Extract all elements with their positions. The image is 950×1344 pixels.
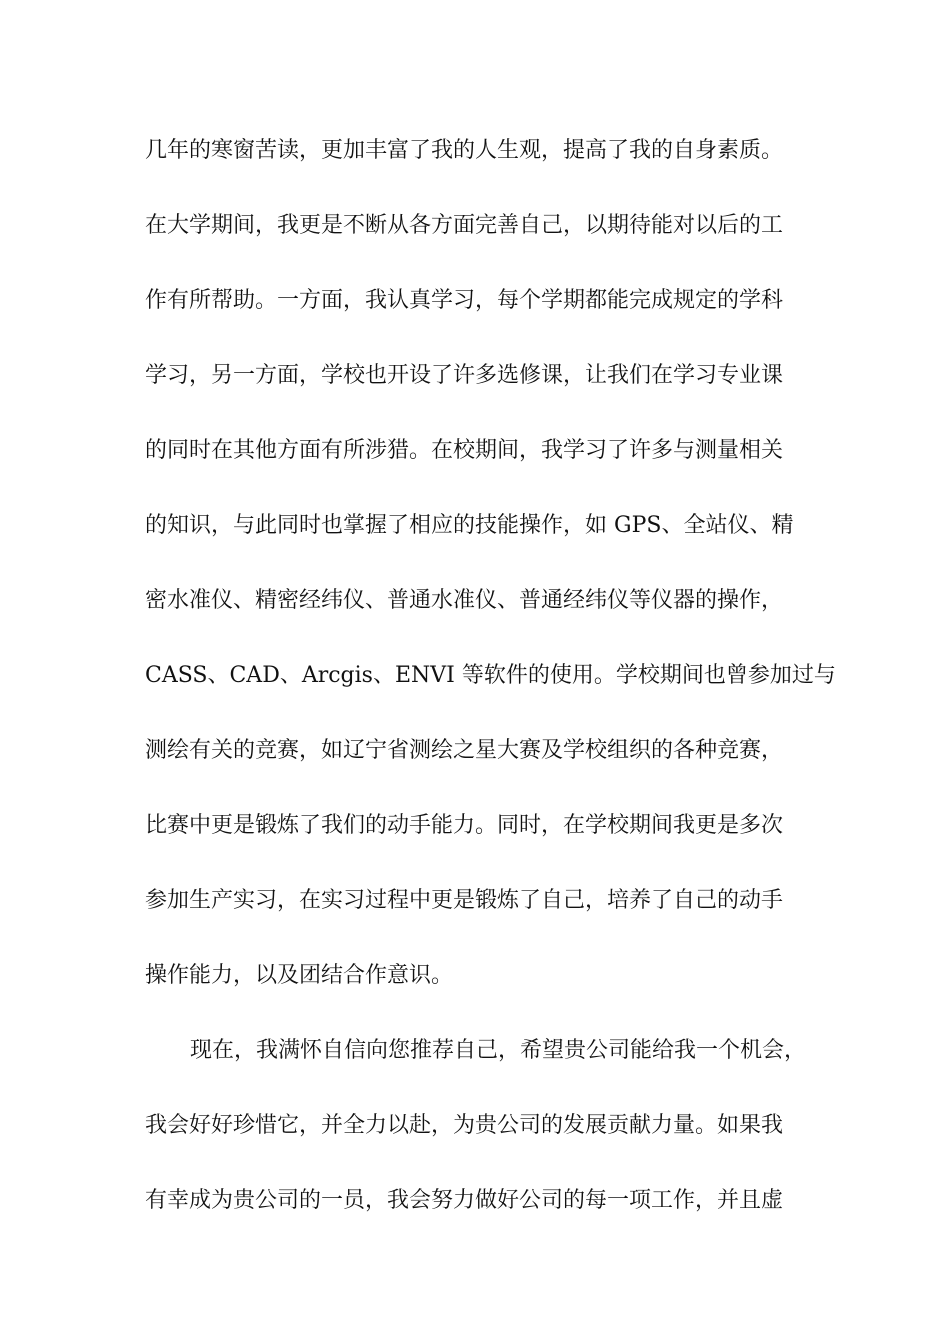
text-line-11: 参加生产实习，在实习过程中更是锻炼了自己，培养了自己的动手	[145, 888, 784, 913]
text-line-14: 我会好好珍惜它，并全力以赴，为贵公司的发展贡献力量。如果我	[145, 1113, 784, 1138]
text-line-1: 几年的寒窗苦读，更加丰富了我的人生观，提高了我的自身素质。	[145, 138, 784, 163]
paragraph-start-line: 现在，我满怀自信向您推荐自己，希望贵公司能给我一个机会，	[190, 1038, 807, 1063]
text-line-6: 的知识，与此同时也掌握了相应的技能操作，如 GPS、全站仪、精	[145, 513, 794, 538]
text-line-15: 有幸成为贵公司的一员，我会努力做好公司的每一项工作，并且虚	[145, 1188, 784, 1213]
text-line-4: 学习，另一方面，学校也开设了许多选修课，让我们在学习专业课	[145, 363, 784, 388]
text-line-8: CASS、CAD、Arcgis、ENVI 等软件的使用。学校期间也曾参加过与	[145, 663, 836, 688]
text-line-12: 操作能力，以及团结合作意识。	[145, 963, 454, 988]
text-line-9: 测绘有关的竞赛，如辽宁省测绘之星大赛及学校组织的各种竞赛，	[145, 738, 784, 763]
text-line-3: 作有所帮助。一方面，我认真学习，每个学期都能完成规定的学科	[145, 288, 784, 313]
text-line-2: 在大学期间，我更是不断从各方面完善自己，以期待能对以后的工	[145, 213, 784, 238]
text-line-5: 的同时在其他方面有所涉猎。在校期间，我学习了许多与测量相关	[145, 438, 784, 463]
text-line-7: 密水准仪、精密经纬仪、普通水准仪、普通经纬仪等仪器的操作，	[145, 588, 784, 613]
text-line-10: 比赛中更是锻炼了我们的动手能力。同时，在学校期间我更是多次	[145, 813, 784, 838]
